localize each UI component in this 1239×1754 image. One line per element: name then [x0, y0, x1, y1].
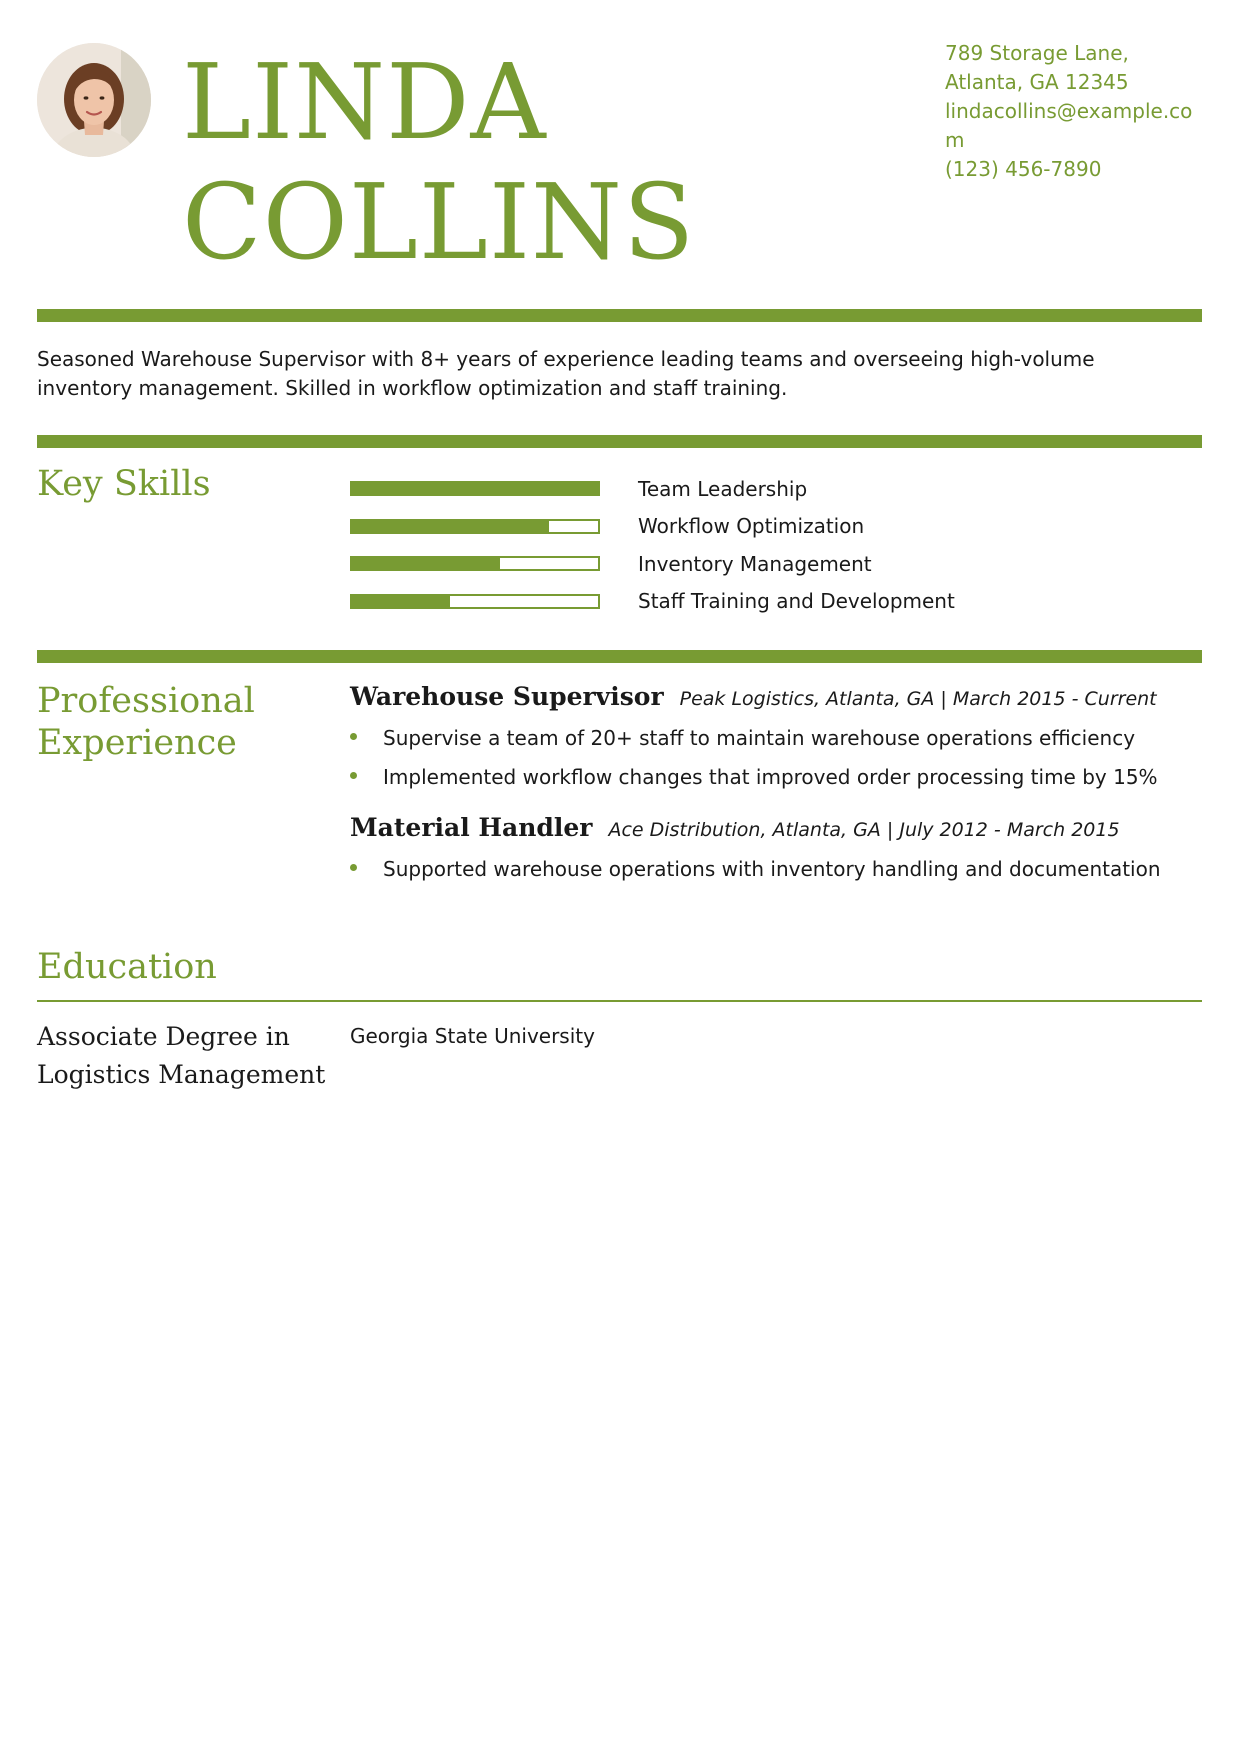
skill-level-fill — [352, 558, 500, 569]
professional-summary: Seasoned Warehouse Supervisor with 8+ years of experience leading teams and overseeing high-volume inventory management. Skilled in workflow optimization and staff training. — [37, 347, 1095, 400]
first-name: LINDA — [182, 41, 547, 163]
summary-divider — [37, 435, 1202, 448]
bullet-icon — [350, 772, 357, 779]
portrait-icon — [37, 43, 151, 157]
skill-level-bar — [350, 594, 600, 609]
skill-item — [350, 583, 955, 621]
job-bullet-text: Supported warehouse operations with inventory handling and documentation — [383, 857, 1161, 881]
job-meta: Ace Distribution, Atlanta, GA | July 2012 - March 2015 — [608, 819, 1120, 841]
experience-section-title: Professional Experience — [37, 681, 255, 763]
phone-number: (123) 456-7890 — [945, 157, 1102, 181]
address-line-1: 789 Storage Lane, — [945, 41, 1129, 65]
last-name: COLLINS — [182, 161, 696, 283]
bullet-icon — [350, 864, 357, 871]
job-title: Material Handler — [350, 813, 593, 842]
job-title: Warehouse Supervisor — [350, 682, 664, 711]
skill-level-bar — [350, 481, 600, 496]
job-entry — [350, 682, 1200, 790]
job-bullet — [350, 764, 1200, 790]
profile-photo — [37, 43, 151, 157]
job-bullet — [350, 725, 1200, 751]
job-bullet-text: Supervise a team of 20+ staff to maintain warehouse operations efficiency — [383, 726, 1136, 750]
skill-level-fill — [352, 596, 450, 607]
school-name: Georgia State University — [350, 1024, 595, 1048]
skill-item — [350, 508, 955, 546]
skill-label: Inventory Management — [638, 551, 872, 576]
skill-label: Staff Training and Development — [638, 589, 955, 614]
email-link[interactable]: lindacollins@example.com — [945, 99, 1193, 152]
job-bullet-text: Implemented workflow changes that improved order processing time by 15% — [383, 765, 1158, 789]
skill-item — [350, 470, 955, 508]
education-divider — [37, 1000, 1202, 1002]
skills-section-title: Key Skills — [37, 464, 211, 504]
contact-info — [945, 39, 1203, 184]
skill-level-fill — [352, 483, 598, 494]
skill-level-bar — [350, 519, 600, 534]
job-bullet — [350, 856, 1200, 882]
bullet-icon — [350, 733, 357, 740]
skills-divider — [37, 650, 1202, 663]
candidate-name — [182, 42, 695, 282]
address-line-2: Atlanta, GA 12345 — [945, 70, 1129, 94]
skill-item — [350, 545, 955, 583]
skill-level-bar — [350, 556, 600, 571]
skill-label: Workflow Optimization — [638, 514, 865, 539]
job-entry — [350, 813, 1200, 882]
degree-name: Associate Degree in Logistics Management — [37, 1022, 326, 1089]
skills-list — [350, 470, 955, 620]
education-section-title: Education — [37, 947, 217, 987]
job-meta: Peak Logistics, Atlanta, GA | March 2015 - Current — [679, 688, 1157, 710]
header-divider — [37, 309, 1202, 322]
experience-list — [350, 682, 1200, 895]
skill-label: Team Leadership — [638, 476, 808, 501]
skill-level-fill — [352, 521, 549, 532]
